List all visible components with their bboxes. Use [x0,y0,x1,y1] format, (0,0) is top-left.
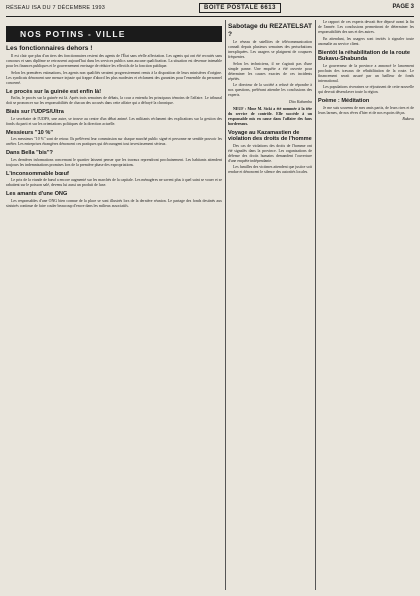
section-title: BOITE POSTALE 6613 [199,3,281,13]
article-paragraph: Le rapport de ces experts devrait être déposé avant la fin de l'année. Les conclusions permettront de déterminer les responsabilités des uns et des autres. [318,20,414,34]
article-headline: Dans Bella "bis"? [6,150,53,156]
article-paragraph: Il est clair que plus d'un tiers des fonctionnaires restent des agents de l'État sans réelle affectation. Les agents qui ont été recrutés sans concours et sans diplôme se retrouvent aujourd'hui dans les services publics sans aucune qualification. La situation est devenue intenable pour les finances publiques et le gouvernement envisage de réduire les effectifs de la fonction publique. [6,54,222,68]
column-divider [315,20,316,590]
article-paragraph: Selon les techniciens, il ne s'agirait pas d'une simple panne. Une enquête a été ouverte pour déterminer les causes exactes de ces incidents répétés. [228,61,312,81]
article-headline: Le procès sur la guinée est enfin là! [6,88,102,95]
article-paragraph: Le secrétaire de l'UDPS, une autre, se trouve au centre d'un débat animé. Les militants réclament des explications sur la gestion des fonds du parti et sur les orientations politiques de la direction actuelle. [6,116,222,126]
author-signature: Dito Kabamba [288,99,312,104]
section-banner: NOS POTINS - VILLE [6,26,222,42]
column-2 [228,20,312,177]
header-rule [6,16,414,17]
article-paragraph: Les populations riveraines se réjouissent de cette nouvelle qui devrait désenclaver toute la région. [318,85,414,94]
article-paragraph: Les familles des victimes attendent que justice soit rendue et dénoncent le silence des autorités locales. [228,165,312,174]
article-headline: Les amants d'une ONG [6,191,68,197]
column-divider [225,20,226,590]
article-headline: Messieurs "10 %" [6,129,53,136]
article-paragraph: Enfin, le procès sur la guinée est là. Après trois semaines de débats, la cour a entendu les principaux témoins de l'affaire. Le tribunal doit se prononcer sur les responsabilités de chacun des accusés dans cette affaire qui a défrayé la chronique. [6,96,222,105]
page-number: PAGE 3 [392,4,414,10]
article-paragraph: En attendant, les usagers sont invités à signaler toute anomalie au service client. [318,36,414,46]
author-signature: Bukavu [402,117,414,121]
article-paragraph: Selon les premières estimations, les agents non qualifiés seraient progressivement remis à la disposition de leurs ministères d'origine. Les syndicats dénoncent une mesure injuste qui frappe d'abord les plus modestes et réclament des garanties pour l'ensemble du personnel concerné. [6,70,222,85]
article-headline: Poème : Méditation [318,98,370,104]
issue-line: RÉSEAU ISA DU 7 DÉCEMBRE 1993 [6,5,106,11]
column-1 [6,20,222,210]
article-paragraph: Des cas de violations des droits de l'homme ont été signalés dans la province. Les organisations de défense des droits humains demandent l'ouverture d'une enquête indépendante. [228,143,312,163]
article-headline: Bientôt la réhabilitation de la route Bukavu-Shabunda [318,49,410,62]
article-paragraph: NEUF : Mme M. Sicki a été nommée à la tête du service de contrôle. Elle succède à un responsable mis en cause dans l'affaire des faux bordereaux. [228,106,312,126]
article-headline: L'inconsommable bœuf [6,170,69,177]
article-paragraph: Le réseau de satellites de télécommunication connaît depuis plusieurs semaines des perturbations inexpliquées. Les usagers se plaignent de coupures fréquentes. [228,40,312,59]
article-paragraph: Les responsables d'une ONG bien connue de la place se sont illustrés lors de la dernière réunion. Le partage des fonds destinés aux sinistrés continue de faire couler beaucoup d'encre dans les milieux associatifs. [6,198,222,208]
article-paragraph: Le prix de la viande de bœuf a encore augmenté sur les marchés de la capitale. Les ménagères ne savent plus à quel saint se vouer et se rabattent sur le poisson salé, devenu lui aussi un produit de luxe. [6,178,222,187]
poem-text: Je me suis souvenu de mes amis partis, de leurs rires et de leurs larmes, de nos rêves d'hier et de nos espoirs déçus. [318,105,414,115]
column-3 [318,20,414,124]
article-headline: Sabotage du REZATELSAT ? [228,23,313,38]
article-headline: Biais sur l'UDPS/Ultra [6,109,64,115]
article-headline: Voyage au Kazamastien de violation des droits de l'homme [228,129,312,142]
article-headline: Les fonctionnaires dehors ! [6,45,93,52]
article-paragraph: Le gouverneur de la province a annoncé le lancement prochain des travaux de réhabilitation de la route. Le financement serait assuré par un bailleur de fonds international. [318,63,414,83]
running-head [6,3,414,15]
article-paragraph: Les dernières informations concernant le quartier laissent penser que les travaux reprendront prochainement. Les habitants attendent toujours les indemnisations promises lors de la première phase des expropriations. [6,157,222,167]
article-paragraph: Les messieurs "10 %" sont de retour. Ils prélèvent leur commission sur chaque marché public signé et personne ne semble pouvoir les arrêter. Les entreprises étrangères dénoncent ces pratiques qui découragent tout investissement sérieux. [6,137,222,146]
article-paragraph: Le directeur de la société a refusé de répondre à nos questions, préférant attendre les conclusions des experts. [228,83,312,97]
